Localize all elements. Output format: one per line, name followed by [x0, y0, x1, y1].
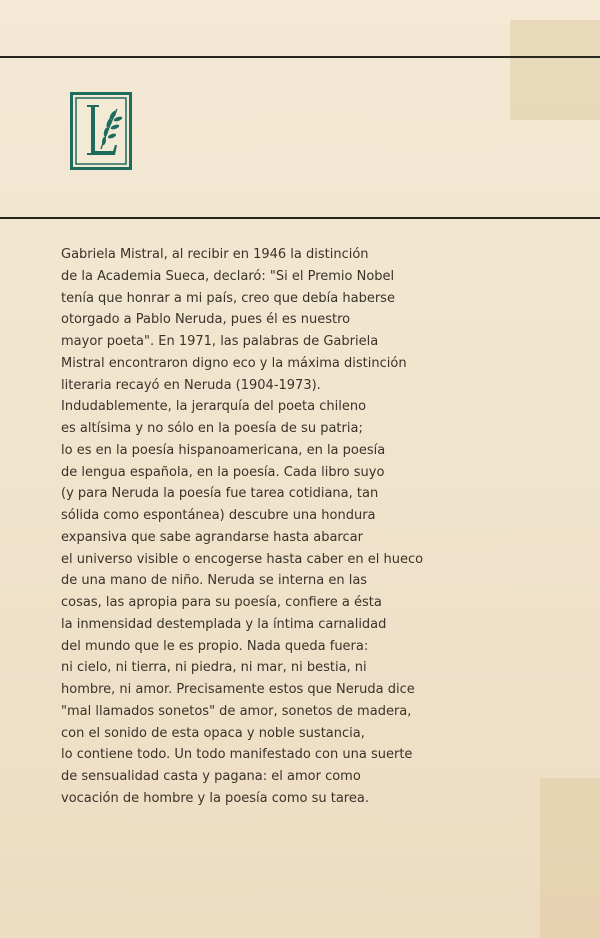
blurb-line: "mal llamados sonetos" de amor, sonetos de madera,	[61, 703, 412, 719]
blurb-line: sólida como espontánea) descubre una hondura	[61, 508, 376, 523]
blurb-line: Mistral encontraron digno eco y la máxima distinción	[61, 355, 407, 371]
blurb-line: cosas, las apropia para su poesía, confiere a ésta	[61, 595, 382, 610]
blurb-line: de una mano de niño. Neruda se interna en las	[61, 573, 368, 589]
paper-stain	[540, 778, 600, 938]
blurb-line: Indudablemente, la jerarquía del poeta chileno	[61, 399, 367, 415]
blurb-line: literaria recayó en Neruda (1904-1973).	[61, 377, 321, 393]
blurb-line: de sensualidad casta y pagana: el amor como	[61, 769, 361, 784]
blurb-line: hombre, ni amor. Precisamente estos que Neruda dice	[61, 682, 415, 697]
blurb-line: expansiva que sabe agrandarse hasta abarcar	[61, 529, 363, 545]
blurb-line: lo contiene todo. Un todo manifestado con una suerte	[61, 747, 413, 763]
blurb-line: ni cielo, ni tierra, ni piedra, ni mar, ni bestia, ni	[61, 660, 367, 676]
blurb-line: mayor poeta". En 1971, las palabras de Gabriela	[61, 334, 379, 349]
blurb-line: del mundo que le es propio. Nada queda fuera:	[61, 638, 369, 654]
blurb-line: lo es en la poesía hispanoamericana, en la poesía	[61, 442, 386, 458]
blurb-line: el universo visible o encogerse hasta caber en el hueco	[61, 551, 424, 567]
blurb-line: de la Academia Sueca, declaró: "Si el Premio Nobel	[61, 268, 395, 284]
laurel-l-logo-icon	[70, 92, 132, 170]
blurb-line: otorgado a Pablo Neruda, pues él es nuestro	[61, 312, 351, 328]
blurb-line: (y para Neruda la poesía fue tarea cotidiana, tan	[61, 486, 379, 502]
cover-blurb	[61, 244, 461, 810]
blurb-line: Gabriela Mistral, al recibir en 1946 la distinción	[61, 247, 369, 262]
bottom-divider-rule	[0, 217, 600, 219]
blurb-line: tenía que honrar a mi país, creo que debía haberse	[61, 290, 395, 306]
blurb-line: la inmensidad destemplada y la íntima carnalidad	[61, 616, 387, 632]
blurb-line: de lengua española, en la poesía. Cada libro suyo	[61, 464, 385, 480]
blurb-line: es altísima y no sólo en la poesía de su patria;	[61, 421, 363, 436]
paper-stain	[510, 20, 600, 120]
blurb-line: con el sonido de esta opaca y noble sustancia,	[61, 725, 365, 741]
top-divider-rule	[0, 56, 600, 58]
blurb-line: vocación de hombre y la poesía como su tarea.	[61, 790, 369, 806]
